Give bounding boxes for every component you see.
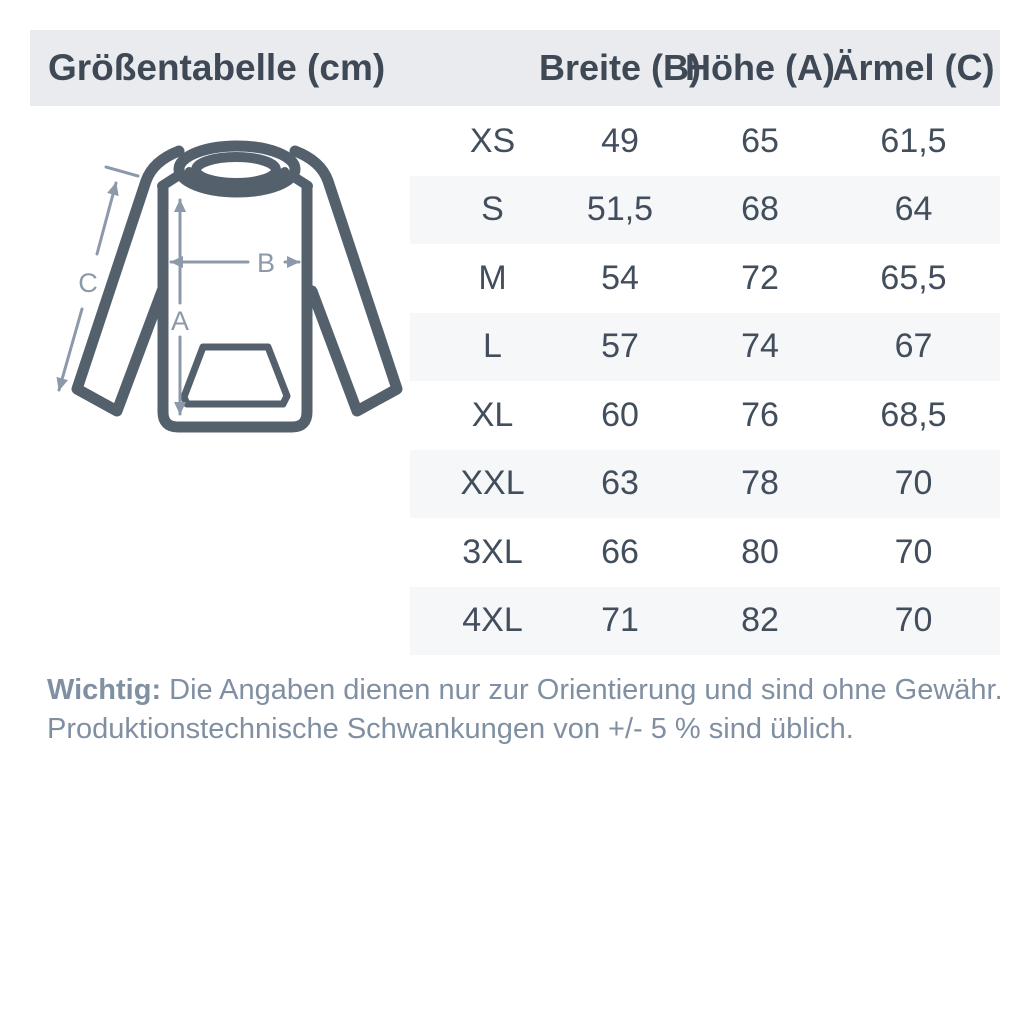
size-cell: XXL <box>460 464 525 503</box>
size-cell: 4XL <box>462 601 523 640</box>
kangaroo-pocket <box>184 347 287 404</box>
label-c: C <box>78 268 98 298</box>
dimension-arrow-c-top <box>97 183 116 254</box>
column-header-hoehe: Höhe (A) <box>685 47 835 88</box>
table-row <box>410 313 1000 382</box>
hoehe-cell: 76 <box>741 395 779 434</box>
breite-cell: 63 <box>601 464 639 503</box>
page-title: Größentabelle (cm) <box>48 47 386 88</box>
hoehe-cell: 74 <box>741 327 779 366</box>
disclaimer-line-2: Produktionstechnische Schwankungen von +/- 5 % sind üblich. <box>47 713 854 745</box>
dimension-c-tick <box>106 167 138 176</box>
disclaimer-bold-prefix: Wichtig: <box>47 674 162 706</box>
table-row <box>410 176 1000 245</box>
disclaimer-line-1-text: Die Angaben dienen nur zur Orientierung und sind ohne Gewähr. <box>161 674 1003 706</box>
hoehe-cell: 65 <box>741 121 779 160</box>
table-row <box>410 450 1000 519</box>
table-row <box>410 381 1000 450</box>
breite-cell: 71 <box>601 601 639 640</box>
size-table <box>410 107 1000 655</box>
hoehe-cell: 80 <box>741 532 779 571</box>
table-row <box>410 244 1000 313</box>
table-row <box>410 107 1000 176</box>
breite-cell: 60 <box>601 395 639 434</box>
hoehe-cell: 82 <box>741 601 779 640</box>
size-cell: S <box>481 190 504 229</box>
hood-opening <box>196 157 276 183</box>
hoodie-diagram <box>30 125 420 455</box>
size-cell: L <box>483 327 502 366</box>
aermel-cell: 70 <box>894 532 933 571</box>
size-cell: M <box>478 258 507 297</box>
hoehe-cell: 68 <box>741 190 779 229</box>
aermel-cell: 68,5 <box>880 395 947 434</box>
hoodie-diagram-svg <box>30 125 420 455</box>
table-column-headers <box>410 30 1000 106</box>
breite-cell: 49 <box>601 121 639 160</box>
hoodie-outline <box>77 146 397 427</box>
hoehe-cell: 78 <box>741 464 779 503</box>
disclaimer-note <box>47 671 1003 749</box>
size-cell: XS <box>469 121 516 160</box>
left-shoulder-seam <box>162 177 176 186</box>
aermel-cell: 65,5 <box>880 258 947 297</box>
breite-cell: 66 <box>601 532 639 571</box>
disclaimer-line-1 <box>47 671 1003 710</box>
column-header-breite: Breite (B) <box>538 47 702 88</box>
hoehe-cell: 72 <box>741 258 779 297</box>
size-chart-header-band <box>30 30 1000 106</box>
label-a: A <box>170 306 190 336</box>
breite-cell: 57 <box>601 327 639 366</box>
aermel-cell: 64 <box>894 190 933 229</box>
table-row <box>410 518 1000 587</box>
aermel-cell: 70 <box>894 464 933 503</box>
size-cell: 3XL <box>462 532 523 571</box>
column-header-aermel: Ärmel (C) <box>832 47 995 88</box>
breite-cell: 54 <box>601 258 639 297</box>
aermel-cell: 70 <box>894 601 933 640</box>
aermel-cell: 61,5 <box>880 121 947 160</box>
breite-cell: 51,5 <box>586 190 654 229</box>
table-row <box>410 587 1000 656</box>
label-b: B <box>256 248 276 278</box>
size-cell: XL <box>471 395 514 434</box>
aermel-cell: 67 <box>894 327 933 366</box>
